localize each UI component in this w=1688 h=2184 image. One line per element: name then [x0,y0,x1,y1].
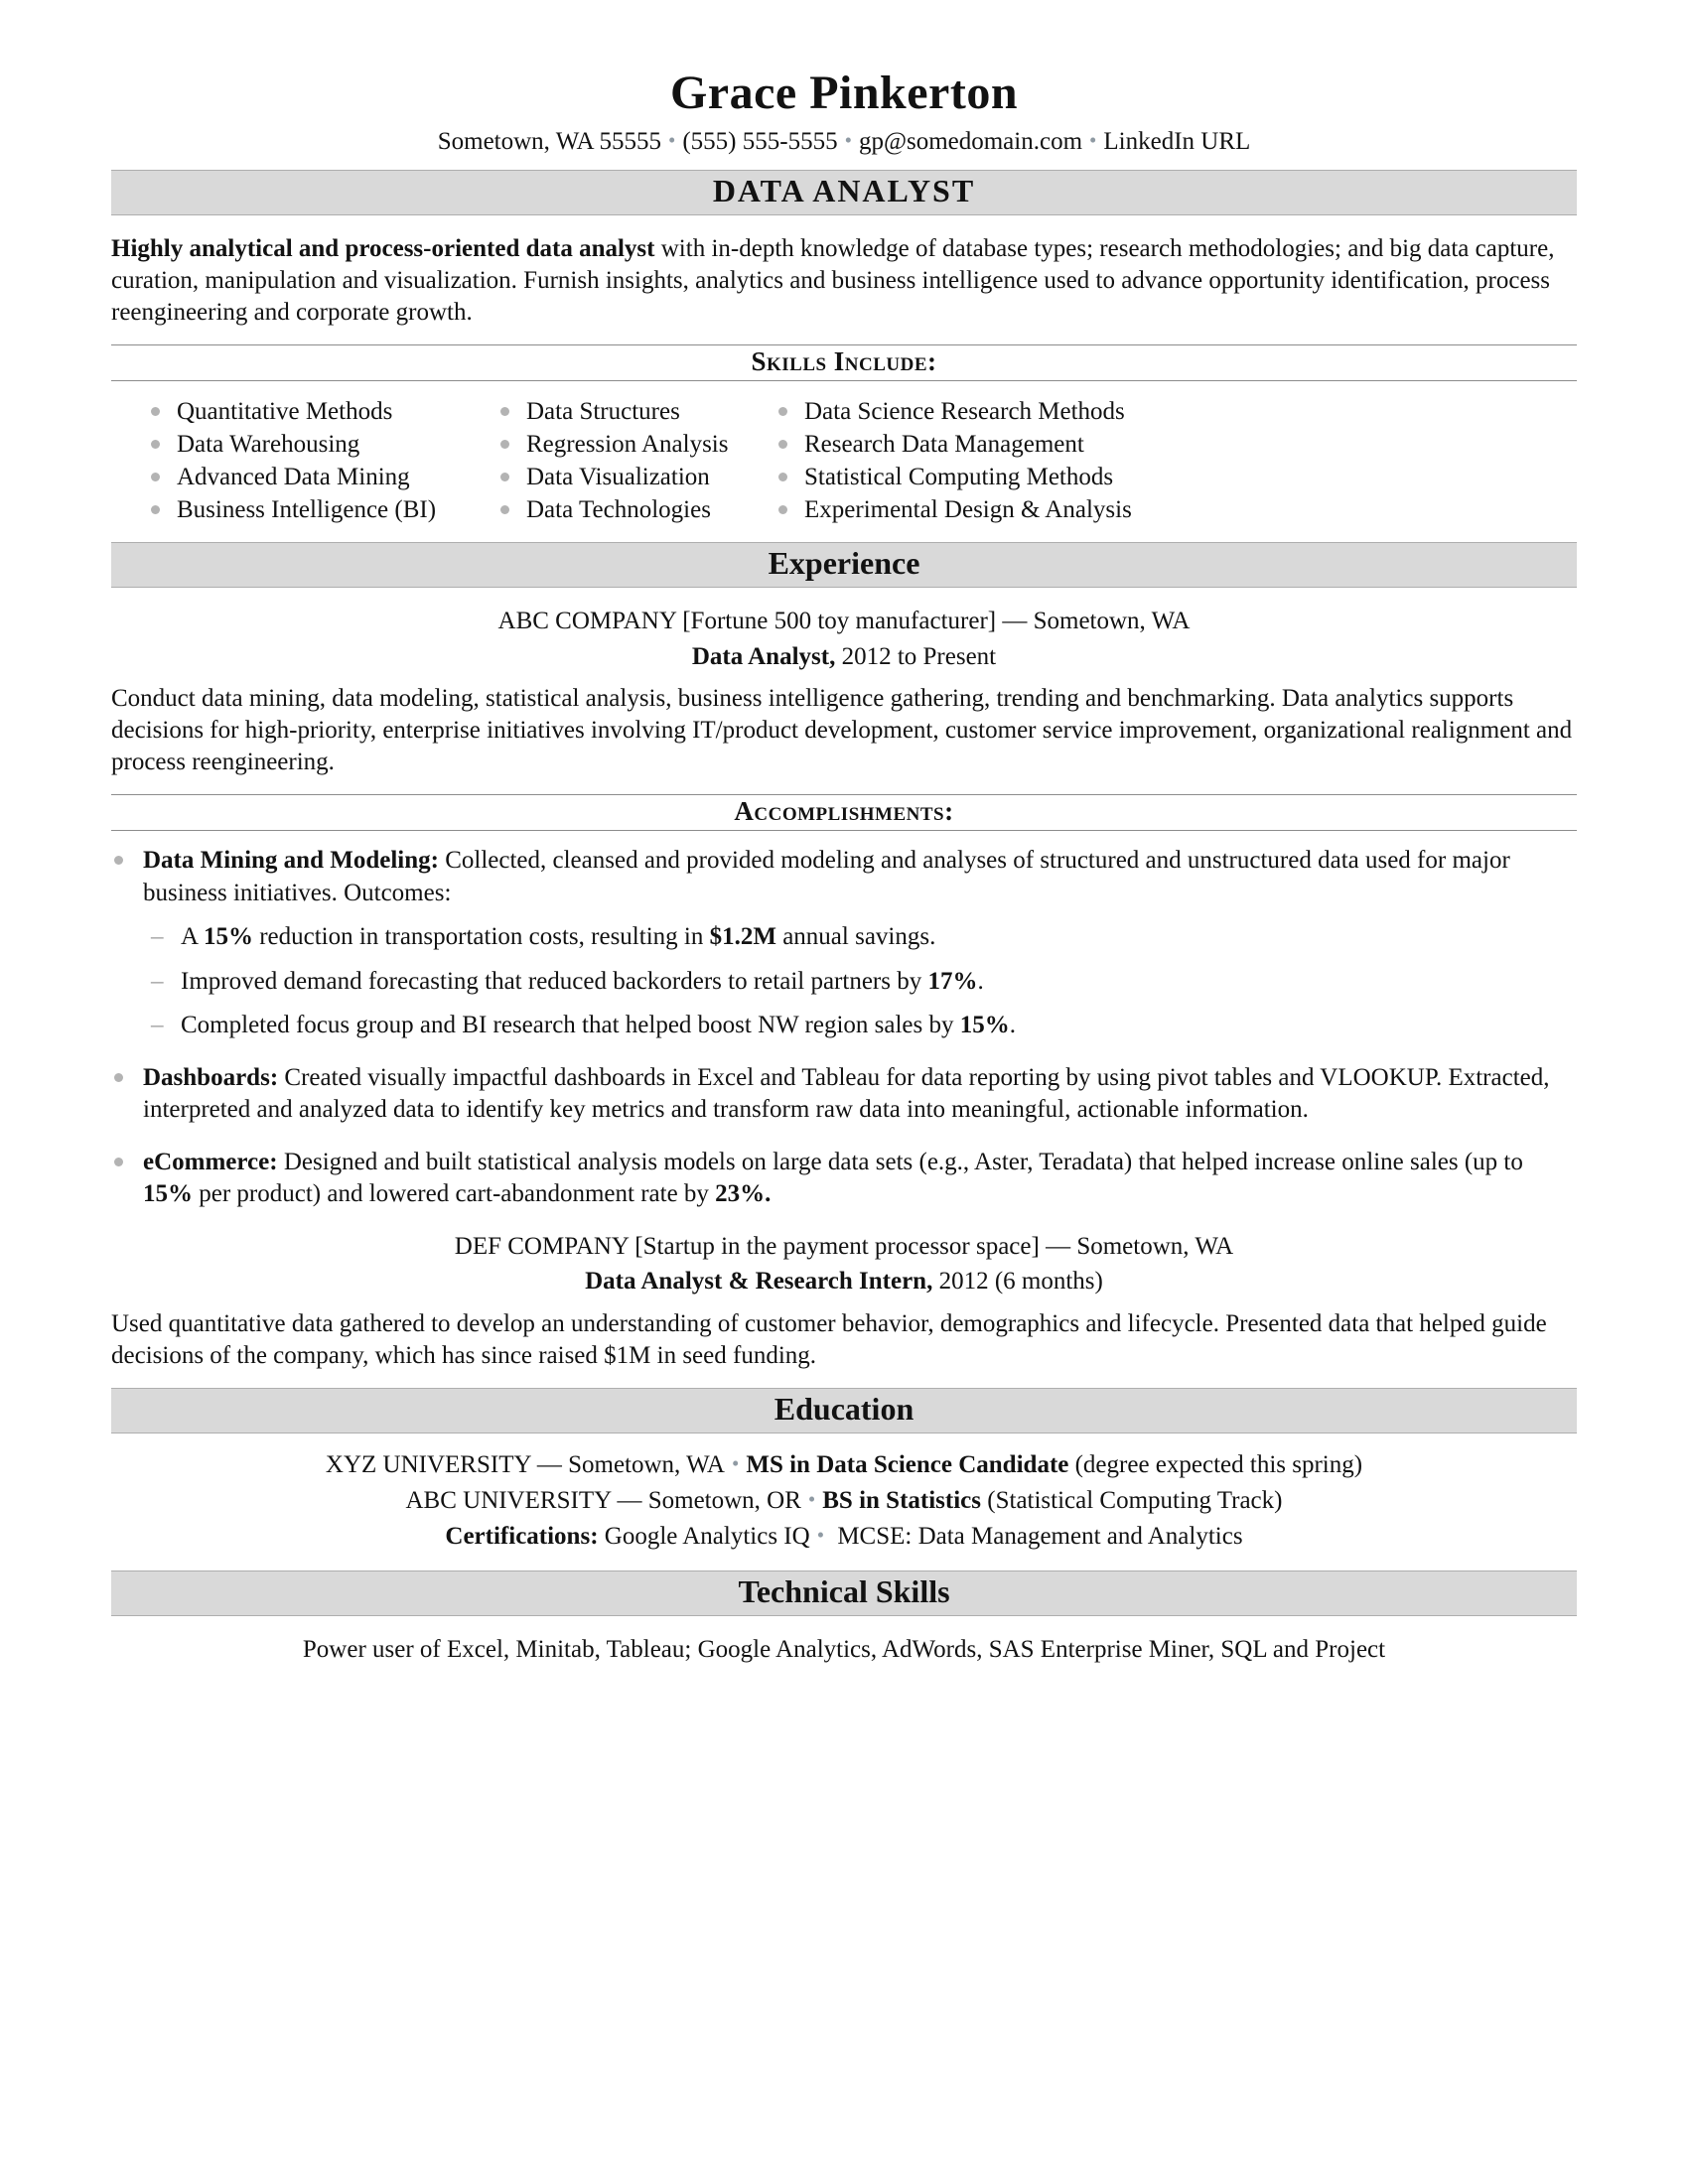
contact-line [111,128,1577,156]
outcome-text: reduction in transportation costs, resulting in [252,923,710,950]
skills-column-3 [771,395,1577,526]
contact-linkedin: LinkedIn URL [1103,128,1251,155]
skills-columns [111,395,1577,526]
education-line [111,1483,1577,1519]
accomplishment-stat: 23%. [715,1180,772,1207]
education-degree: BS in Statistics [822,1486,982,1514]
certifications-label: Certifications: [445,1522,599,1550]
skills-header-band [111,344,1577,381]
job2-company-line: DEF COMPANY [Startup in the payment processor space] — Sometown, WA [454,1232,1234,1260]
skill-item: Data Technologies [492,493,771,526]
experience-section-header: Experience [111,542,1577,588]
skill-item: Research Data Management [771,428,1577,461]
accomplishment-item [111,1062,1577,1127]
resume-header [111,66,1577,156]
accomplishment-item [111,845,1577,1042]
certification-item: Google Analytics IQ [598,1522,810,1550]
skill-item: Data Visualization [492,461,771,493]
education-school: ABC UNIVERSITY — Sometown, OR [405,1486,801,1514]
skills-column-2 [492,395,771,526]
skills-heading: Skills Include: [751,346,937,376]
outcomes-sublist [149,921,1577,1042]
contact-location: Sometown, WA 55555 [437,128,661,155]
skill-item: Experimental Design & Analysis [771,493,1577,526]
outcome-item [149,1010,1577,1042]
separator-dot-icon: • [1089,128,1097,152]
summary-paragraph [111,233,1577,329]
accomplishments-list [111,845,1577,1211]
certifications-line [111,1519,1577,1555]
job2-title-line [111,1266,1577,1298]
skill-item: Data Warehousing [143,428,492,461]
accomplishment-text: per product) and lowered cart-abandonment rate by [193,1180,716,1207]
candidate-name: Grace Pinkerton [669,67,1019,119]
separator-dot-icon: • [844,128,852,152]
summary-lead: Highly analytical and process-oriented data analyst [111,235,655,262]
outcome-text: Completed focus group and BI research that helped boost NW region sales by [181,1012,960,1038]
accomplishments-header-band [111,794,1577,831]
job1-header [111,606,1577,673]
skills-column-1 [143,395,492,526]
separator-dot-icon: • [816,1522,825,1547]
accomplishment-item [111,1147,1577,1211]
job1-dates: 2012 to Present [835,642,997,670]
accomplishments-heading: Accomplishments: [734,796,954,826]
outcome-text: . [977,967,984,995]
education-note: (degree expected this spring) [1068,1450,1363,1478]
skill-item: Quantitative Methods [143,395,492,428]
separator-dot-icon: • [732,1450,740,1475]
job1-title: Data Analyst, [691,642,836,670]
outcome-stat: $1.2M [709,923,776,950]
outcome-text: annual savings. [775,923,936,950]
education-degree: MS in Data Science Candidate [746,1450,1069,1478]
certification-item: MCSE: Data Management and Analytics [831,1522,1243,1550]
education-block [111,1447,1577,1555]
job1-summary: Conduct data mining, data modeling, statistical analysis, business intelligence gathering, trending and benchmarking. Data analytics supports decisions for high-priority, enterprise initiatives involving IT/product development, customer service improvement, organizational realignment and process reengineering. [111,685,1573,775]
job1-title-line [111,641,1577,674]
skill-item: Data Science Research Methods [771,395,1577,428]
skill-item: Data Structures [492,395,771,428]
separator-dot-icon: • [807,1486,816,1511]
skill-item: Statistical Computing Methods [771,461,1577,493]
education-line [111,1447,1577,1483]
accomplishment-label: eCommerce: [143,1148,278,1175]
outcome-text: A [181,923,204,950]
accomplishment-text: Designed and built statistical analysis models on large data sets (e.g., Aster, Teradata) that helped increase online sales (up to [277,1148,1523,1175]
job2-title: Data Analyst & Research Intern, [585,1268,933,1295]
outcome-stat: 15% [959,1012,1010,1038]
skill-item: Regression Analysis [492,428,771,461]
job-title-banner: DATA ANALYST [111,170,1577,215]
job2-dates: 2012 (6 months) [932,1268,1103,1295]
outcome-item [149,966,1577,999]
skill-item: Advanced Data Mining [143,461,492,493]
outcome-text: Improved demand forecasting that reduced backorders to retail partners by [181,967,928,995]
outcome-stat: 15% [203,923,253,950]
accomplishment-label: Data Mining and Modeling: [143,847,439,874]
education-note: (Statistical Computing Track) [981,1486,1283,1514]
outcome-text: . [1009,1012,1017,1038]
contact-phone: (555) 555-5555 [682,128,838,155]
technical-skills-section-header: Technical Skills [111,1570,1577,1616]
education-section-header: Education [111,1388,1577,1433]
contact-email: gp@somedomain.com [858,128,1083,155]
accomplishment-label: Dashboards: [143,1063,279,1091]
outcome-stat: 17% [927,967,978,995]
separator-dot-icon: • [667,128,676,152]
skill-item: Business Intelligence (BI) [143,493,492,526]
accomplishment-text: Created visually impactful dashboards in Excel and Tableau for data reporting by using pivot tables and VLOOKUP. Extracted, interpreted and analyzed data to identify key metrics and transform raw data into meaningful, actionable information. [143,1063,1550,1123]
summary-rest: with in-depth knowledge of database types; research methodologies; and big data capture, curation, manipulation and visualization. Furnish insights, analytics and business intelligence used to advance opportunity identification, process reengineering and corporate growth. [111,235,1555,326]
job2-header [111,1231,1577,1298]
technical-skills-text: Power user of Excel, Minitab, Tableau; Google Analytics, AdWords, SAS Enterprise Miner, SQL and Project [302,1635,1386,1663]
education-school: XYZ UNIVERSITY — Sometown, WA [325,1450,725,1478]
job1-company-line: ABC COMPANY [Fortune 500 toy manufacturer] — Sometown, WA [497,608,1191,634]
accomplishment-stat: 15% [143,1180,193,1207]
outcome-item [149,921,1577,954]
accomplishment-text: Collected, cleansed and provided modeling and analyses of structured and unstructured data used for major business initiatives. Outcomes: [143,847,1510,906]
job2-summary: Used quantitative data gathered to develop an understanding of customer behavior, demographics and lifecycle. Presented data that helped guide decisions of the company, which has since raised $1M in seed funding. [111,1309,1547,1369]
